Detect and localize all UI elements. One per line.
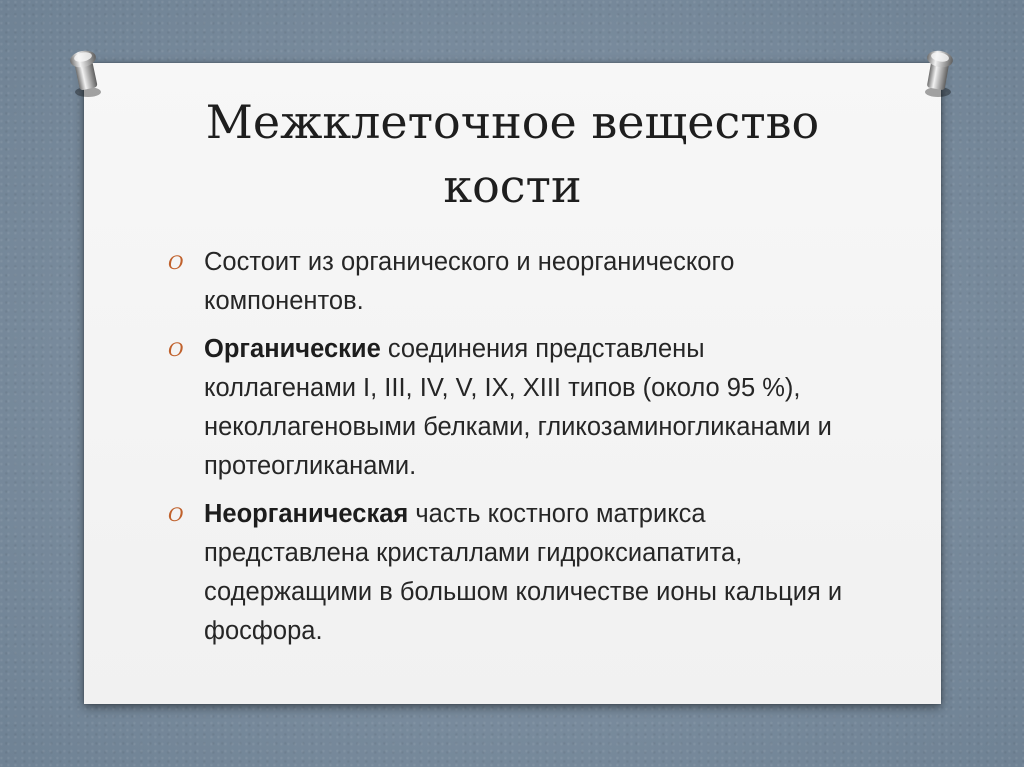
bullet-text: Состоит из органического и неорганического компонентов.	[204, 248, 735, 315]
bullet-marker-icon: O	[168, 339, 184, 361]
bullet-bold-text: Органические	[204, 335, 381, 363]
bullet-marker-icon: O	[168, 504, 184, 526]
slide-title-line-1: Межклеточное вещество	[205, 95, 820, 149]
bullet-bold-text: Неорганическая	[204, 500, 409, 528]
bullet-text: часть костного матрикса представлена кристаллами гидроксиапатита, содержащими в большом количестве ионы кальция и фосфора.	[204, 500, 843, 645]
slide-title	[84, 90, 941, 218]
bullet-marker-icon: O	[168, 252, 184, 274]
slide-title-line-2: кости	[443, 159, 582, 213]
bullet-text: соединения представлены коллагенами I, III, IV, V, IX, XIII типов (около 95 %), неколлагеновыми белками, гликозаминогликанами и протеогликанами.	[204, 335, 832, 480]
bullet-item	[160, 243, 860, 321]
bullet-list	[160, 243, 860, 660]
bullet-item	[160, 330, 860, 486]
bullet-item	[160, 495, 860, 651]
